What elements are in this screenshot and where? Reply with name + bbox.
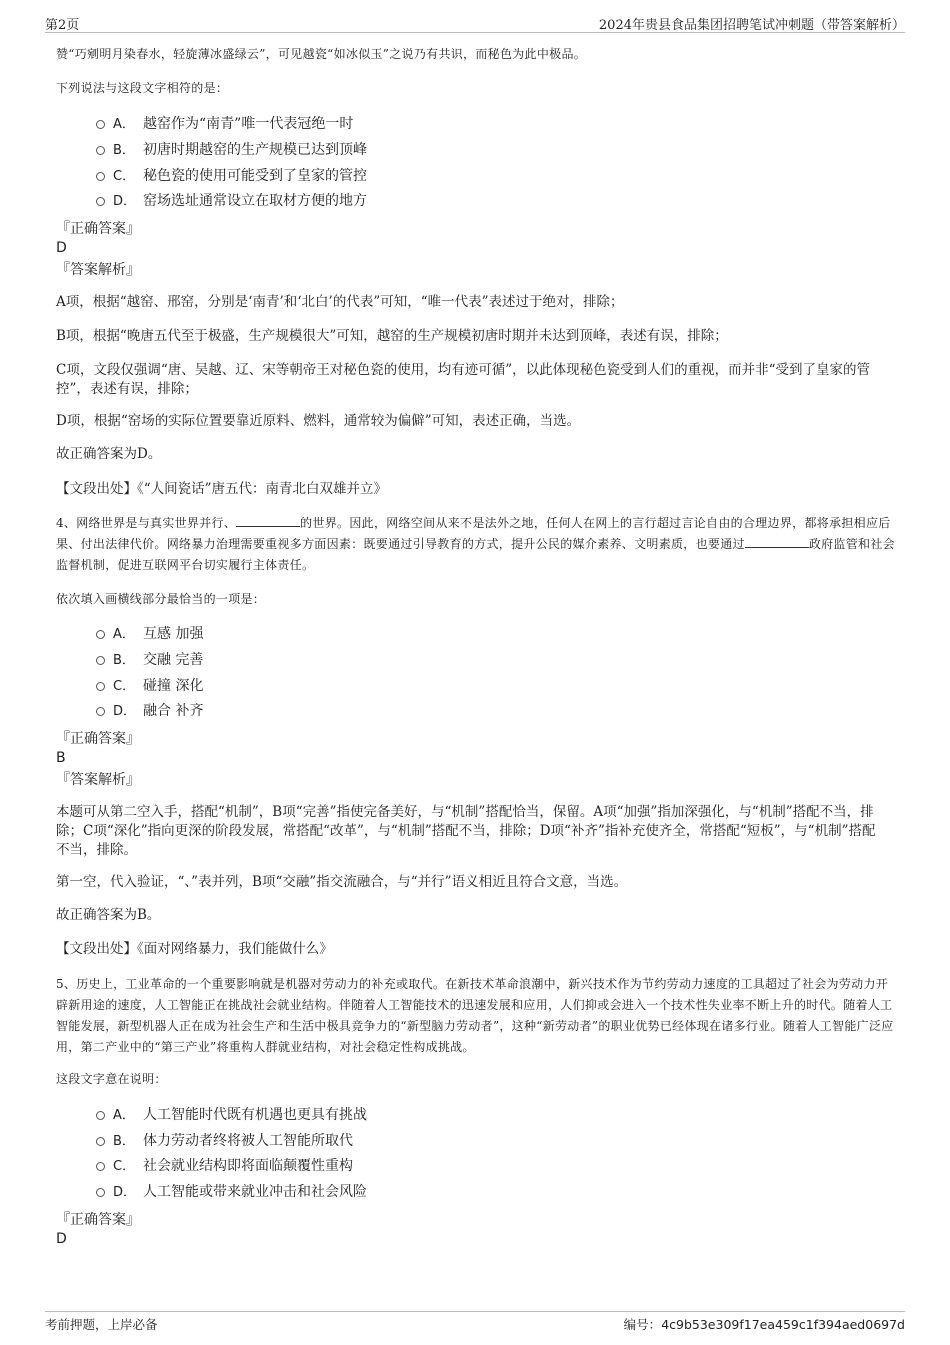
radio-icon[interactable] (96, 120, 105, 129)
radio-icon[interactable] (96, 1188, 105, 1197)
q5-option-c[interactable]: C． 社会就业结构即将面临颠覆性重构 (96, 1156, 353, 1176)
q3-stem: 下列说法与这段文字相符的是： (56, 81, 229, 95)
q3-answer-label: 『正确答案』 (56, 221, 140, 237)
q4-analysis-label: 『答案解析』 (56, 772, 140, 788)
q5-answer-label: 『正确答案』 (56, 1212, 140, 1228)
q5-option-a[interactable]: A． 人工智能时代既有机遇也更具有挑战 (96, 1105, 367, 1125)
q4-answer: B (56, 750, 66, 766)
radio-icon[interactable] (96, 707, 105, 716)
q3-option-a[interactable]: A． 越窑作为“南青”唯一代表冠绝一时 (96, 114, 353, 134)
q4-answer-label: 『正确答案』 (56, 731, 140, 747)
q4-stem: 4、网络世界是与真实世界并行、 的世界。因此，网络空间从来不是法外之地，任何人在网上的言行超过言论自由的合理边界，都将承担相应后果、付出法律代价。网络暴力治理需要重视多方面因素：既要通过引导教育的方式，提升公民的媒介素养、文明素质，也要通过 政府监管和社会监督机制，促进互联网平台切实履行主体责任。 (56, 516, 895, 572)
fill-blank-1[interactable] (236, 514, 300, 527)
radio-icon[interactable] (96, 1137, 105, 1146)
radio-icon[interactable] (96, 1111, 105, 1120)
q4-analysis-2: 第一空，代入验证，“、”表并列，B项“交融”指交流融合，与“并行”语义相近且符合文意，当选。 (56, 874, 628, 890)
q4-option-b[interactable]: B． 交融 完善 (96, 650, 203, 670)
q4-source: 【文段出处】《面对网络暴力，我们能做什么》 (56, 941, 333, 957)
q4-option-d[interactable]: D． 融合 补齐 (96, 701, 203, 721)
q5-prompt: 这段文字意在说明： (56, 1072, 167, 1086)
page-number: 第2页 (45, 18, 80, 33)
radio-icon[interactable] (96, 146, 105, 155)
q3-passage-tail: 赞“巧剜明月染春水，轻旋薄冰盛绿云”，可见越瓷“如冰似玉”之说乃有共识，而秘色为此中极品。 (56, 47, 587, 61)
radio-icon[interactable] (96, 656, 105, 665)
q3-analysis-d: D项，根据“窑场的实际位置要靠近原料、燃料，通常较为偏僻”可知，表述正确，当选。 (56, 413, 581, 429)
document-id: 编号：4c9b53e309f17ea459c1f394aed0697d (623, 1317, 905, 1332)
q3-analysis-label: 『答案解析』 (56, 262, 140, 278)
radio-icon[interactable] (96, 682, 105, 691)
q4-option-a[interactable]: A． 互感 加强 (96, 624, 203, 644)
q3-analysis-c: C项，文段仅强调“唐、吴越、辽、宋等朝帝王对秘色瓷的使用，均有迹可循”，以此体现秘色瓷受到人们的重视，而并非“受到了皇家的管控”，表述有误，排除； (56, 362, 871, 397)
q4-analysis-1: 本题可从第二空入手，搭配“机制”，B项“完善”指使完备美好，与“机制”搭配恰当，保留。A项“加强”指加深强化，与“机制”搭配不当，排除；C项“深化”指向更深的阶段发展，常搭配“改革”，与“机制”搭配不当，排除；D项“补齐”指补充使齐全，常搭配“短板”，与“机制”搭配不当，排除。 (56, 804, 876, 858)
q3-analysis-b: B项，根据“晚唐五代至于极盛，生产规模很大”可知，越窑的生产规模初唐时期并未达到顶峰，表述有误，排除； (56, 328, 728, 344)
footer-slogan: 考前押题，上岸必备 (45, 1317, 158, 1332)
q3-option-c[interactable]: C． 秘色瓷的使用可能受到了皇家的管控 (96, 166, 367, 186)
page-footer (45, 1311, 905, 1336)
q5-option-b[interactable]: B． 体力劳动者终将被人工智能所取代 (96, 1131, 353, 1151)
q4-option-c[interactable]: C． 碰撞 深化 (96, 676, 203, 696)
q3-source: 【文段出处】《“人间瓷话”唐五代：南青北白双雄并立》 (56, 481, 388, 497)
radio-icon[interactable] (96, 197, 105, 206)
q5-stem: 5、历史上，工业革命的一个重要影响就是机器对劳动力的补充或取代。在新技术革命浪潮中，新兴技术作为节约劳动力速度的工具超过了社会为劳动力开辟新用途的速度，人工智能正在挑战社会就业结构。伴随着人工智能技术的迅速发展和应用，人们抑或会进入一个技术性失业率不断上升的时代。随着人工智能发展，新型机器人正在成为社会生产和生活中极具竞争力的“新型脑力劳动者”，这种“新劳动者”的职业优势已经体现在诸多行业。随着人工智能广泛应用，第二产业中的“第三产业”将重构人群就业结构，对社会稳定性构成挑战。 (56, 977, 894, 1054)
q5-answer: D (56, 1231, 67, 1247)
radio-icon[interactable] (96, 1162, 105, 1171)
q3-option-d[interactable]: D． 窑场选址通常设立在取材方便的地方 (96, 191, 367, 211)
page-header (45, 12, 905, 33)
radio-icon[interactable] (96, 172, 105, 181)
q5-option-d[interactable]: D． 人工智能或带来就业冲击和社会风险 (96, 1182, 367, 1202)
document-title: 2024年贵县食品集团招聘笔试冲刺题（带答案解析） (598, 18, 905, 33)
q3-conclusion: 故正确答案为D。 (56, 446, 162, 462)
radio-icon[interactable] (96, 630, 105, 639)
fill-blank-2[interactable] (745, 535, 809, 548)
q3-answer: D (56, 240, 67, 256)
q4-prompt: 依次填入画横线部分最恰当的一项是： (56, 592, 266, 606)
q3-analysis-a: A项，根据“越窑、邢窑，分别是‘南青’和‘北白’的代表”可知，“唯一代表”表述过于绝对，排除； (56, 294, 624, 310)
q4-conclusion: 故正确答案为B。 (56, 907, 161, 923)
q3-option-b[interactable]: B． 初唐时期越窑的生产规模已达到顶峰 (96, 140, 367, 160)
